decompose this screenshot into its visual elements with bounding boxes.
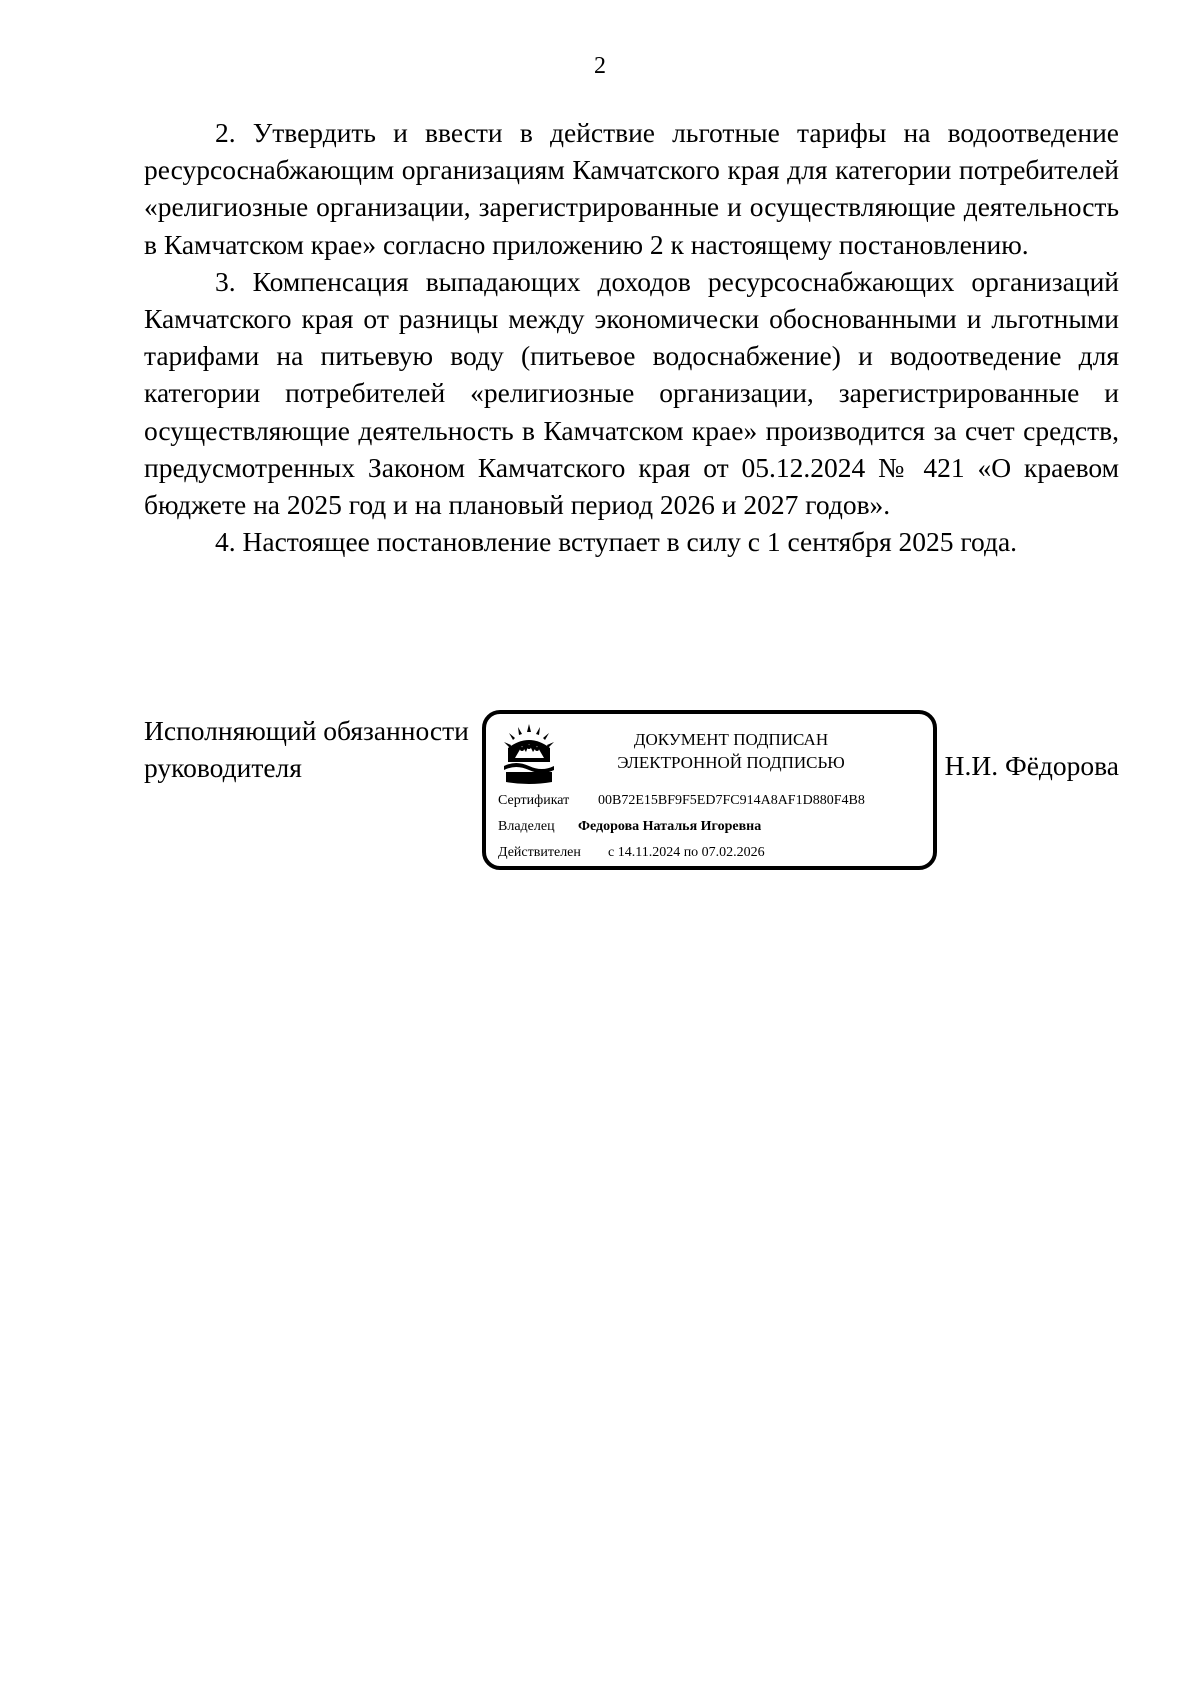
- paragraph-4: 4. Настоящее постановление вступает в силу с 1 сентября 2025 года.: [215, 526, 1018, 558]
- stamp-heading: [576, 728, 886, 774]
- owner-value: Федорова Наталья Игоревна: [578, 819, 762, 834]
- stamp-owner-row: [498, 818, 761, 836]
- signer-title-line2: руководителя: [144, 752, 302, 784]
- signer-title-line1: Исполняющий обязанности: [144, 715, 469, 746]
- kamchatka-emblem-icon: [500, 722, 558, 786]
- owner-label: Владелец: [498, 819, 555, 834]
- valid-label: Действителен: [498, 845, 581, 860]
- stamp-certificate-row: [498, 792, 865, 810]
- document-body: [144, 114, 1119, 560]
- stamp-validity-row: [498, 844, 765, 862]
- paragraph-3: 3. Компенсация выпадающих доходов ресурсоснабжающих организаций Камчатского края от разницы между экономически обоснованными и льготными тарифами на питьевую воду (питьевое водоснабжение) и водоотведение для категории потребителей «религиозные организации, зарегистрированные и осуществляющие деятельность в Камчатском крае» производится за счет средств, предусмотренных Законом Камчатского края от 05.12.2024 № 421 «О краевом бюджете на 2025 год и на плановый период 2026 и 2027 годов».: [144, 265, 1119, 521]
- certificate-label: Сертификат: [498, 793, 570, 808]
- valid-value: с 14.11.2024 по 07.02.2026: [608, 845, 765, 860]
- paragraph-2: 2. Утвердить и ввести в действие льготные тарифы на водоотведение ресурсоснабжающим организациям Камчатского края для категории потребителей «религиозные организации, зарегистрированные и осуществляющие деятельность в Камчатском крае» согласно приложению 2 к настоящему постановлению.: [144, 117, 1119, 260]
- signer-name: Н.И. Фёдорова: [944, 750, 1119, 781]
- signer-title: [144, 712, 469, 786]
- stamp-heading-line1: ДОКУМЕНТ ПОДПИСАН: [633, 730, 829, 749]
- page-number: 2: [594, 53, 606, 79]
- electronic-signature-stamp: [482, 710, 937, 870]
- stamp-heading-line2: ЭЛЕКТРОННОЙ ПОДПИСЬЮ: [617, 753, 845, 772]
- certificate-value: 00B72E15BF9F5ED7FC914A8AF1D880F4B8: [598, 793, 865, 808]
